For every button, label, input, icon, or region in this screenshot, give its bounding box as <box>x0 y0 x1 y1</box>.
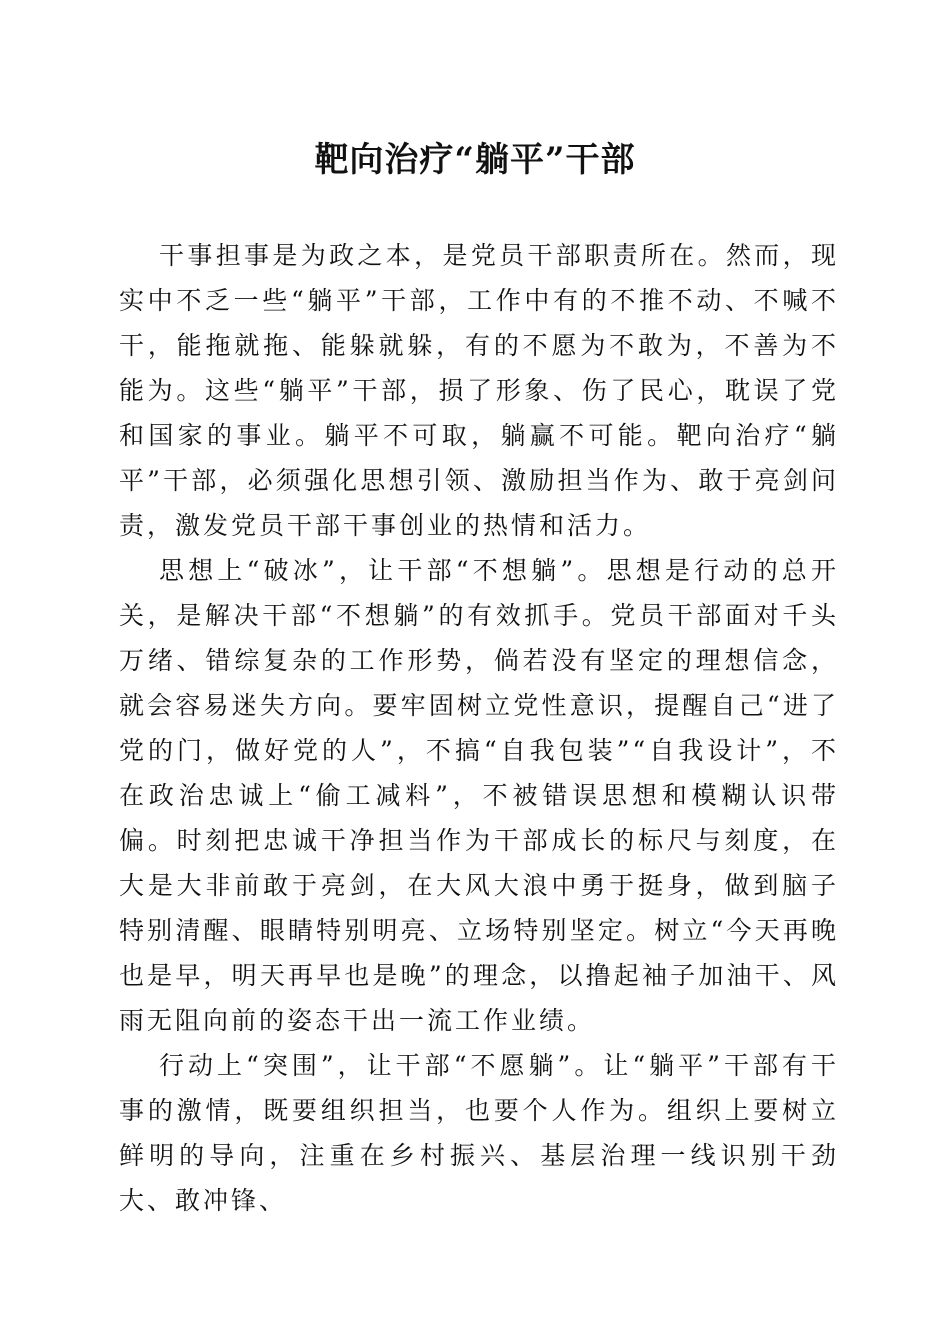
paragraph-thought: 思想上“破冰”，让干部“不想躺”。思想是行动的总开关，是解决干部“不想躺”的有效抓手。党员干部面对千头万绪、错综复杂的工作形势，倘若没有坚定的理想信念，就会容易迷失方向。要牢固树立党性意识，提醒自己“进了党的门，做好党的人”，不搞“自我包装”“自我设计”，不在政治忠诚上“偷工减料”，不被错误思想和模糊认识带偏。时刻把忠诚干净担当作为干部成长的标尺与刻度，在大是大非前敢于亮剑，在大风大浪中勇于挺身，做到脑子特别清醒、眼睛特别明亮、立场特别坚定。树立“今天再晚也是早，明天再早也是晚”的理念，以撸起袖子加油干、风雨无阻向前的姿态干出一流工作业绩。 <box>119 556 839 1035</box>
document-title: 靶向治疗“躺平”干部 <box>314 140 636 180</box>
document-body <box>119 233 839 1223</box>
paragraph-intro: 干事担事是为政之本，是党员干部职责所在。然而，现实中不乏一些“躺平”干部，工作中有的不推不动、不喊不干，能拖就拖、能躲就躲，有的不愿为不敢为，不善为不能为。这些“躺平”干部，损了形象、伤了民心，耽误了党和国家的事业。躺平不可取，躺赢不可能。靶向治疗“躺平”干部，必须强化思想引领、激励担当作为、敢于亮剑问责，激发党员干部干事创业的热情和活力。 <box>119 241 839 540</box>
paragraph-action: 行动上“突围”，让干部“不愿躺”。让“躺平”干部有干事的激情，既要组织担当，也要个人作为。组织上要树立鲜明的导向，注重在乡村振兴、基层治理一线识别干劲大、敢冲锋、 <box>119 1051 839 1215</box>
